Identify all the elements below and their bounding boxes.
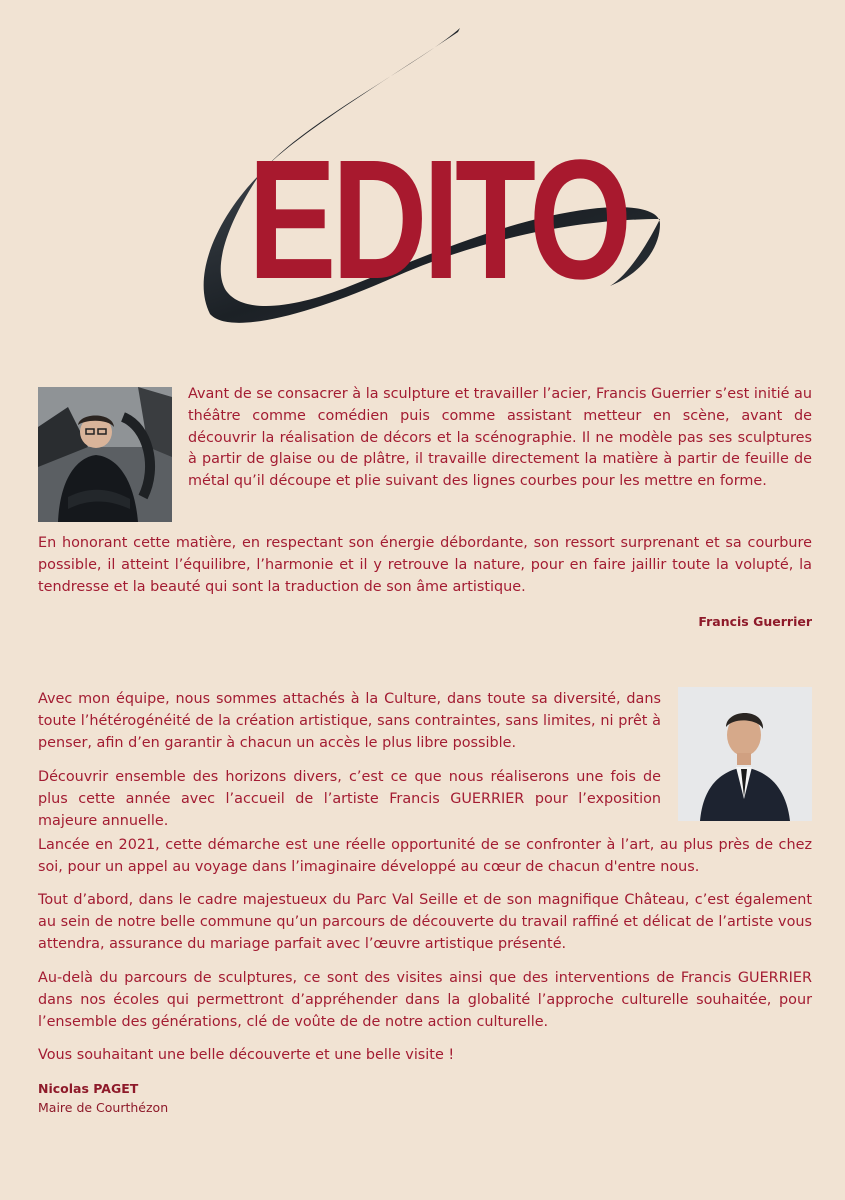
mayor-paragraph-4: Tout d’abord, dans le cadre majestueux du Parc Val Seille et de son magnifique Château, c’est également au sein de notre belle commune qu’un parcours de découverte du travail raffiné et délicat de l’artiste vous attendra, assurance du mariage parfait avec l’œuvre artistique présenté. [38, 892, 812, 952]
mayor-paragraph-3: Lancée en 2021, cette démarche est une réelle opportunité de se confronter à l’art, au plus près de chez soi, pour un appel au voyage dans l’imaginaire développé au cœur de chacun d'entre nous. [38, 837, 812, 875]
mayor-signature-name: Nicolas PAGET [38, 1081, 139, 1096]
artist-signature: Francis Guerrier [698, 614, 812, 629]
artist-paragraph: En honorant cette matière, en respectant son énergie débordante, son ressort surprenant et sa courbure possible, il atteint l’équilibre, l’harmonie et il y retrouve la nature, pour en faire jaillir toute la volupté, la tendresse et la beauté qui sont la traduction de son âme artistique. [38, 535, 812, 595]
portrait-photo-icon [38, 387, 172, 522]
intro-paragraph: Avant de se consacrer à la sculpture et travailler l’acier, Francis Guerrier s’est initié au théâtre comme comédien puis comme assistant metteur en scène, avant de découvrir la réalisation de décors et la scénographie. Il ne modèle pas ses sculptures à partir de glaise ou de plâtre, il travaille directement la matière à partir de feuille de métal qu’il découpe et plie suivant des lignes courbes pour les mettre en forme. [188, 386, 812, 490]
mayor-paragraph-5: Au-delà du parcours de sculptures, ce sont des visites ainsi que des interventions de Francis GUERRIER dans nos écoles qui permettront d’appréhender dans la globalité l’approche culturelle souhaitée, pour l’ensemble des générations, clé de voûte de de notre action culturelle. [38, 970, 812, 1030]
mayor-portrait-photo [678, 687, 812, 821]
artist-portrait-photo [38, 387, 172, 522]
mayor-signature-role: Maire de Courthézon [38, 1100, 169, 1115]
mayor-paragraph-1: Avec mon équipe, nous sommes attachés à la Culture, dans toute sa diversité, dans toute l’hétérogénéité de la création artistique, sans contraintes, sans limites, ni prêt à penser, afin d’en garantir à chacun un accès le plus libre possible. [38, 691, 661, 751]
mayor-paragraph-2: Découvrir ensemble des horizons divers, c’est ce que nous réaliserons une fois de plus cette année avec l’accueil de l’artiste Francis GUERRIER pour l’exposition majeure annuelle. [38, 769, 661, 829]
page-title: EDITO [248, 125, 628, 315]
mayor-paragraph-6: Vous souhaitant une belle découverte et une belle visite ! [38, 1047, 455, 1063]
portrait-photo-icon [678, 687, 812, 821]
